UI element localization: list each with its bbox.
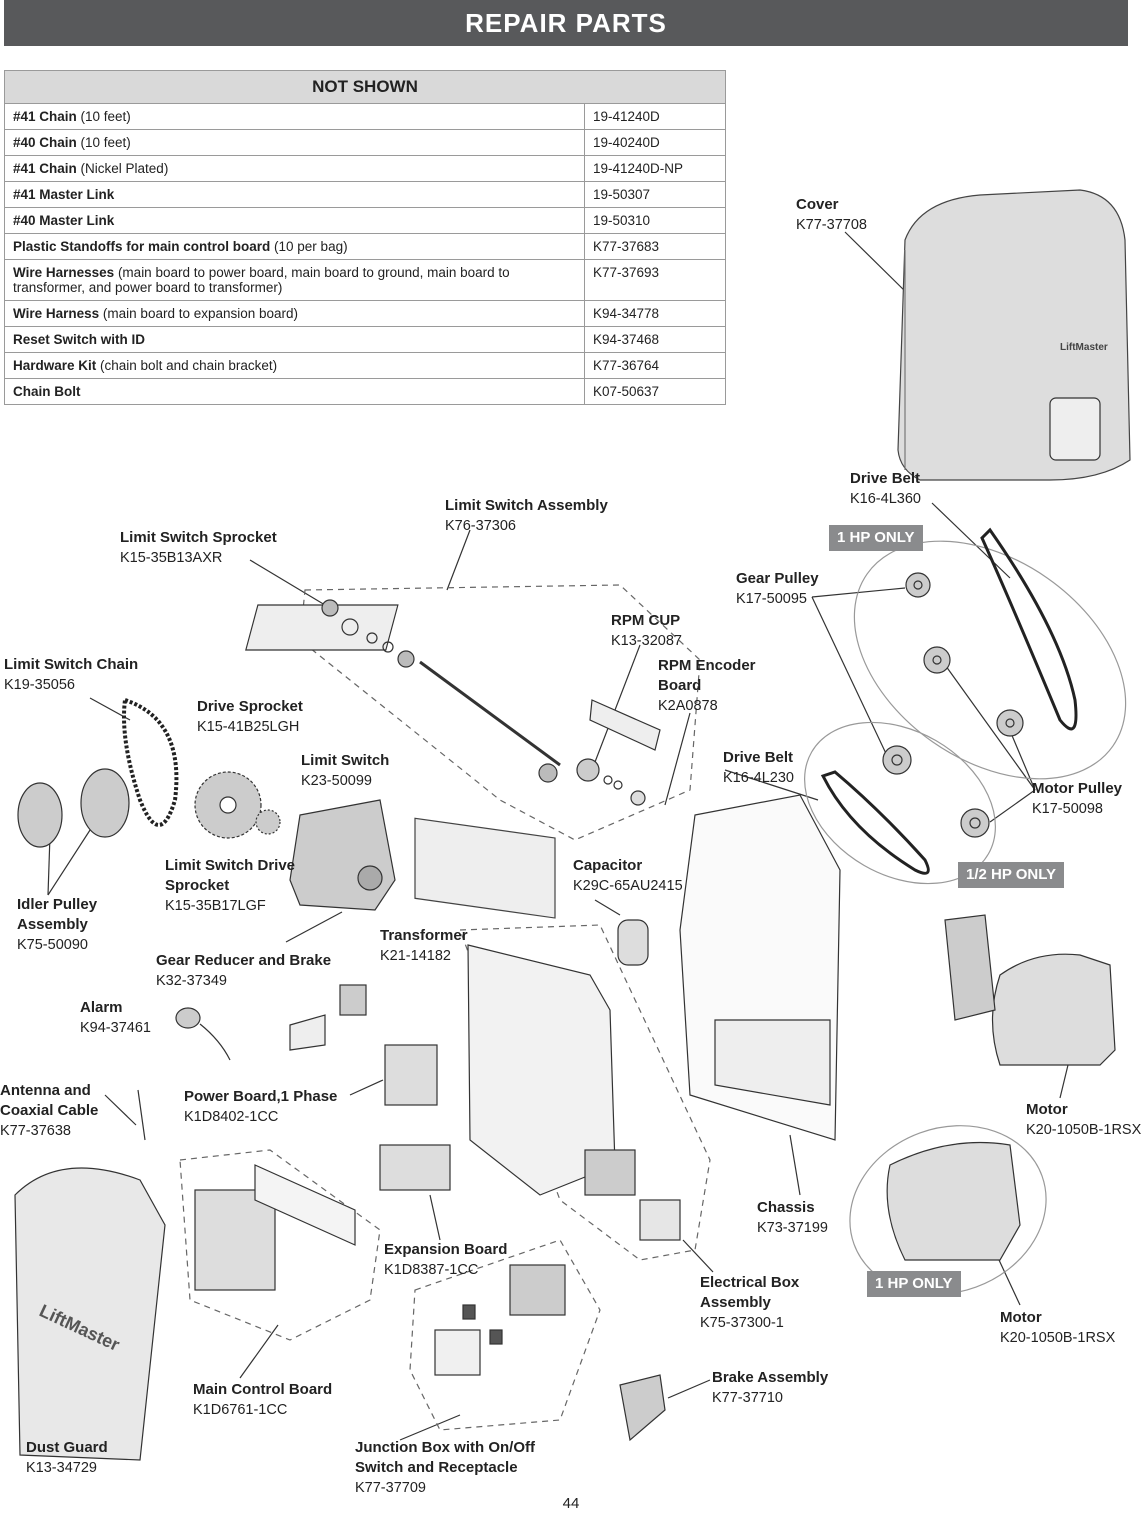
part-number: K1D8402-1CC bbox=[184, 1109, 279, 1125]
label-rpm-encoder-board bbox=[658, 656, 778, 716]
part-number: K23-50099 bbox=[301, 773, 372, 789]
part-number: K77-37708 bbox=[796, 217, 867, 233]
part-number: K75-50090 bbox=[17, 937, 88, 953]
part-name: Drive Sprocket bbox=[197, 698, 303, 715]
label-limit-switch-assembly bbox=[445, 496, 608, 536]
logo-text-cover: LiftMaster bbox=[1060, 342, 1108, 353]
label-dust-guard bbox=[26, 1438, 108, 1478]
label-drive-belt-1hp bbox=[850, 469, 921, 509]
label-motor-1hp bbox=[1000, 1308, 1115, 1348]
table-heading: NOT SHOWN bbox=[5, 71, 726, 104]
part-number: 19-50310 bbox=[585, 208, 726, 234]
part-name: Wire Harnesses bbox=[13, 265, 115, 280]
label-alarm bbox=[80, 998, 151, 1038]
part-name: Wire Harness bbox=[13, 306, 100, 321]
label-limit-switch-chain bbox=[4, 655, 138, 695]
label-junction-box bbox=[355, 1438, 555, 1498]
part-name: Reset Switch with ID bbox=[13, 332, 146, 347]
label-limit-switch bbox=[301, 751, 389, 791]
label-motor-half-hp bbox=[1026, 1100, 1141, 1140]
logo-text-dust-guard: LiftMaster bbox=[36, 1300, 123, 1355]
part-name: #40 Chain bbox=[13, 135, 77, 150]
part-number: K29C-65AU2415 bbox=[573, 878, 683, 894]
part-name: #41 Master Link bbox=[13, 187, 115, 202]
label-main-control-board bbox=[193, 1380, 332, 1420]
part-name: Motor bbox=[1026, 1101, 1068, 1118]
part-name: Limit Switch bbox=[301, 752, 390, 769]
part-number: K77-37710 bbox=[712, 1390, 783, 1406]
label-capacitor bbox=[573, 856, 683, 896]
part-desc: (Nickel Plated) bbox=[76, 161, 169, 176]
label-transformer bbox=[380, 926, 468, 966]
label-idler-pulley bbox=[17, 895, 127, 955]
part-name: Transformer bbox=[380, 927, 468, 944]
part-number: K73-37199 bbox=[757, 1220, 828, 1236]
part-number: K13-34729 bbox=[26, 1460, 97, 1476]
part-number: K20-1050B-1RSX bbox=[1000, 1330, 1116, 1346]
label-limit-switch-drive-sprocket bbox=[165, 856, 305, 916]
label-power-board bbox=[184, 1087, 337, 1127]
badge-1hp-only: 1 HP ONLY bbox=[829, 525, 923, 551]
part-name: Brake Assembly bbox=[712, 1369, 829, 1386]
part-number: K77-37709 bbox=[355, 1480, 426, 1496]
cover-drawing bbox=[898, 190, 1130, 480]
part-number: K75-37300-1 bbox=[700, 1315, 784, 1331]
part-name: Gear Reducer and Brake bbox=[156, 952, 332, 969]
part-name: #40 Master Link bbox=[13, 213, 115, 228]
part-number: K94-34778 bbox=[585, 301, 726, 327]
part-number: 19-41240D-NP bbox=[585, 156, 726, 182]
part-number: K1D6761-1CC bbox=[193, 1402, 288, 1418]
label-motor-pulley bbox=[1032, 779, 1122, 819]
part-number: 19-40240D bbox=[585, 130, 726, 156]
part-number: K77-37693 bbox=[585, 260, 726, 301]
label-antenna bbox=[0, 1081, 115, 1141]
label-rpm-cup bbox=[611, 611, 682, 651]
part-name: Antenna and Coaxial Cable bbox=[0, 1082, 99, 1119]
label-electrical-box bbox=[700, 1273, 820, 1333]
part-name: RPM Encoder Board bbox=[658, 657, 756, 694]
page-number: 44 bbox=[562, 1495, 580, 1512]
badge-1hp-only: 1 HP ONLY bbox=[867, 1271, 961, 1297]
part-desc: (main board to power board, main board to ground, main board to transformer, and power board to transformer) bbox=[13, 265, 510, 295]
part-name: Electrical Box Assembly bbox=[700, 1274, 800, 1311]
part-number: K15-35B17LGF bbox=[165, 898, 266, 914]
part-number: K21-14182 bbox=[380, 948, 451, 964]
part-name: RPM CUP bbox=[611, 612, 681, 629]
part-name: Hardware Kit bbox=[13, 358, 97, 373]
part-name: #41 Chain bbox=[13, 161, 77, 176]
part-name: Junction Box with On/Off Switch and Receptacle bbox=[355, 1439, 535, 1476]
part-number: K1D8387-1CC bbox=[384, 1262, 479, 1278]
part-name: Capacitor bbox=[573, 857, 643, 874]
part-name: Drive Belt bbox=[850, 470, 921, 487]
part-number: K15-41B25LGH bbox=[197, 719, 300, 735]
part-name: Dust Guard bbox=[26, 1439, 108, 1456]
part-number: K17-50095 bbox=[736, 591, 807, 607]
label-gear-reducer bbox=[156, 951, 331, 991]
label-drive-belt-half bbox=[723, 748, 794, 788]
part-name: Motor bbox=[1000, 1309, 1042, 1326]
part-number: K94-37468 bbox=[585, 327, 726, 353]
part-name: Chassis bbox=[757, 1199, 815, 1216]
part-number: K94-37461 bbox=[80, 1020, 151, 1036]
part-number: K76-37306 bbox=[445, 518, 516, 534]
part-number: K16-4L360 bbox=[850, 491, 921, 507]
label-cover bbox=[796, 195, 867, 235]
part-name: #41 Chain bbox=[13, 109, 77, 124]
part-number: K19-35056 bbox=[4, 677, 75, 693]
part-name: Plastic Standoffs for main control board bbox=[13, 239, 271, 254]
badge-half-hp-only: 1/2 HP ONLY bbox=[958, 862, 1064, 888]
part-desc: (10 feet) bbox=[76, 109, 131, 124]
part-number: K16-4L230 bbox=[723, 770, 794, 786]
part-name: Limit Switch Sprocket bbox=[120, 529, 277, 546]
part-number: K77-36764 bbox=[585, 353, 726, 379]
label-brake-assembly bbox=[712, 1368, 828, 1408]
part-desc: (10 feet) bbox=[76, 135, 131, 150]
part-number: 19-50307 bbox=[585, 182, 726, 208]
part-name: Limit Switch Assembly bbox=[445, 497, 608, 514]
part-number: K13-32087 bbox=[611, 633, 682, 649]
part-name: Limit Switch Chain bbox=[4, 656, 139, 673]
label-gear-pulley bbox=[736, 569, 819, 609]
part-number: 19-41240D bbox=[585, 104, 726, 130]
part-number: K17-50098 bbox=[1032, 801, 1103, 817]
page-title: REPAIR PARTS bbox=[465, 7, 667, 38]
part-name: Idler Pulley Assembly bbox=[17, 896, 98, 933]
label-expansion-board bbox=[384, 1240, 507, 1280]
label-limit-switch-sprocket bbox=[120, 528, 277, 568]
part-name: Main Control Board bbox=[193, 1381, 333, 1398]
part-number: K07-50637 bbox=[585, 379, 726, 405]
part-desc: (main board to expansion board) bbox=[99, 306, 299, 321]
part-name: Cover bbox=[796, 196, 839, 213]
part-desc: (chain bolt and chain bracket) bbox=[96, 358, 278, 373]
part-number: K77-37683 bbox=[585, 234, 726, 260]
part-name: Alarm bbox=[80, 999, 123, 1016]
part-name: Drive Belt bbox=[723, 749, 794, 766]
part-name: Expansion Board bbox=[384, 1241, 508, 1258]
part-number: K20-1050B-1RSX bbox=[1026, 1122, 1142, 1138]
part-name: Chain Bolt bbox=[13, 384, 81, 399]
part-number: K15-35B13AXR bbox=[120, 550, 223, 566]
part-number: K2A0878 bbox=[658, 698, 718, 714]
label-chassis bbox=[757, 1198, 828, 1238]
part-desc: (10 per bag) bbox=[270, 239, 348, 254]
part-name: Gear Pulley bbox=[736, 570, 819, 587]
part-name: Power Board,1 Phase bbox=[184, 1088, 338, 1105]
label-drive-sprocket bbox=[197, 697, 303, 737]
part-number: K32-37349 bbox=[156, 973, 227, 989]
part-name: Limit Switch Drive Sprocket bbox=[165, 857, 296, 894]
part-number: K77-37638 bbox=[0, 1123, 71, 1139]
part-name: Motor Pulley bbox=[1032, 780, 1123, 797]
